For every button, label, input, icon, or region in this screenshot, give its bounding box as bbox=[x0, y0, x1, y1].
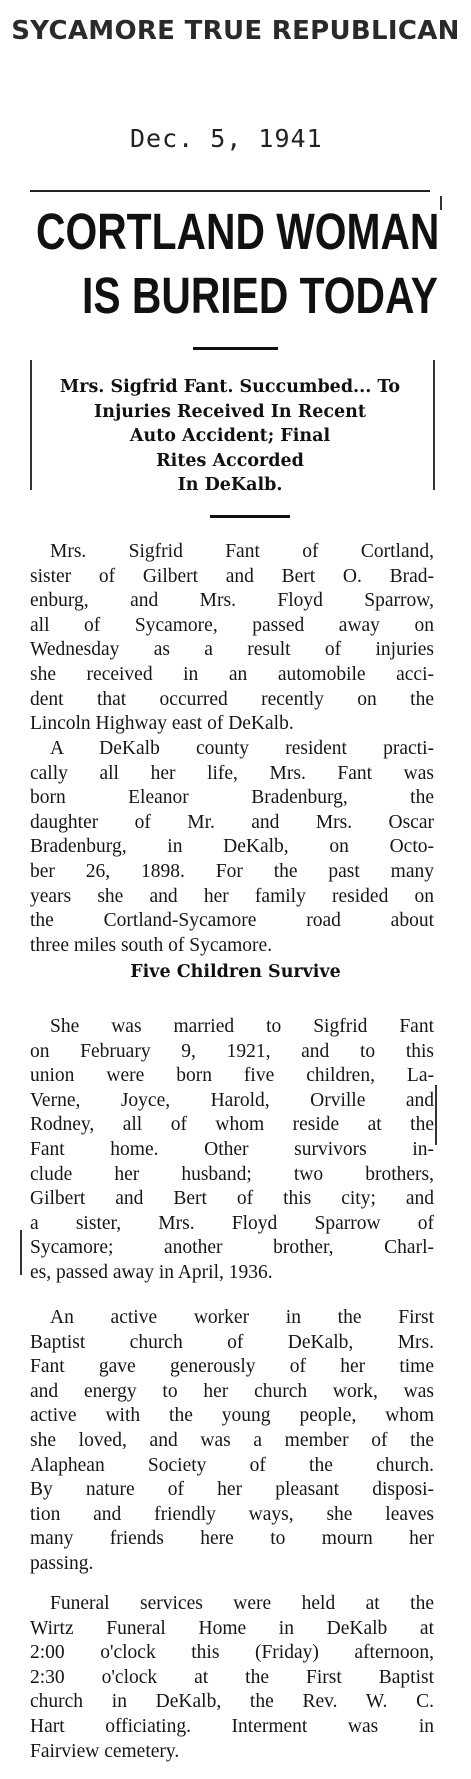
column-edge-mark bbox=[20, 1230, 22, 1275]
text-line: Fairview cemetery. bbox=[30, 1740, 180, 1762]
text-line: Fant gave generously of her time bbox=[30, 1356, 434, 1378]
text-line: cally all her life, Mrs. Fant was bbox=[30, 762, 434, 784]
text-line: a sister, Mrs. Floyd Sparrow of bbox=[30, 1212, 434, 1234]
text-line: She was married to Sigfrid Fant bbox=[50, 1016, 434, 1037]
headline-rule bbox=[193, 347, 278, 350]
text-line: tion and friendly ways, she leaves bbox=[30, 1503, 434, 1525]
text-line: 2:00 o'clock this (Friday) afternoon, bbox=[30, 1642, 434, 1664]
text-line: ber 26, 1898. For the past many bbox=[30, 860, 434, 882]
section-subhead: Five Children Survive bbox=[130, 962, 341, 982]
text-line: clude her husband; two brothers, bbox=[30, 1163, 434, 1185]
text-line: Sycamore; another brother, Charl- bbox=[30, 1237, 434, 1259]
text-line: Funeral services were held at the bbox=[50, 1593, 434, 1614]
text-line: Rodney, all of whom reside at the bbox=[30, 1114, 434, 1136]
headline-line-1: CORTLAND WOMAN bbox=[36, 203, 440, 260]
deck-rule bbox=[210, 515, 290, 518]
text-line: union were born five children, La- bbox=[30, 1065, 434, 1087]
deck-right-bar bbox=[433, 360, 435, 490]
headline-deck bbox=[30, 375, 430, 498]
deck-line: Mrs. Sigfrid Fant. Succumbed... To bbox=[59, 377, 401, 397]
text-line: Lincoln Highway east of DeKalb. bbox=[30, 713, 294, 735]
text-line: Verne, Joyce, Harold, Orville and bbox=[30, 1089, 434, 1111]
text-line: Wirtz Funeral Home in DeKalb at bbox=[30, 1617, 434, 1639]
deck-line: Auto Accident; Final bbox=[129, 426, 331, 446]
text-line: many friends here to mourn her bbox=[30, 1528, 434, 1550]
text-line: she loved, and was a member of the bbox=[30, 1429, 434, 1451]
text-line: all of Sycamore, passed away on bbox=[30, 614, 434, 636]
text-line: A DeKalb county resident practi- bbox=[50, 738, 434, 759]
text-line: born Eleanor Bradenburg, the bbox=[30, 787, 434, 809]
text-line: Hart officiating. Interment was in bbox=[30, 1715, 434, 1737]
text-line: and energy to her church work, was bbox=[30, 1380, 434, 1402]
paragraph-5 bbox=[30, 1592, 434, 1764]
paragraph-2 bbox=[30, 737, 434, 958]
column-edge-mark bbox=[440, 196, 442, 210]
clipping-date: Dec. 5, 1941 bbox=[130, 124, 323, 153]
text-line: Alaphean Society of the church. bbox=[30, 1454, 434, 1476]
paragraph-3 bbox=[30, 1015, 434, 1286]
text-line: daughter of Mr. and Mrs. Oscar bbox=[30, 811, 434, 833]
text-line: Mrs. Sigfrid Fant of Cortland, bbox=[50, 541, 434, 562]
column-edge-mark bbox=[435, 1085, 437, 1145]
text-line: dent that occurred recently on the bbox=[30, 688, 434, 710]
paragraph-1 bbox=[30, 540, 434, 737]
text-line: By nature of her pleasant disposi- bbox=[30, 1479, 434, 1501]
text-line: passing. bbox=[30, 1552, 94, 1574]
deck-line: Rites Accorded bbox=[156, 450, 304, 471]
text-line: An active worker in the First bbox=[50, 1307, 434, 1328]
text-line: Gilbert and Bert of this city; and bbox=[30, 1188, 434, 1210]
text-line: active with the young people, whom bbox=[30, 1405, 434, 1427]
text-line: Fant home. Other survivors in- bbox=[30, 1138, 434, 1160]
deck-line: In DeKalb. bbox=[177, 475, 283, 495]
deck-line: Injuries Received In Recent bbox=[94, 401, 366, 422]
text-line: es, passed away in April, 1936. bbox=[30, 1261, 273, 1283]
text-line: Wednesday as a result of injuries bbox=[30, 639, 434, 661]
text-line: she received in an automobile acci- bbox=[30, 663, 434, 685]
newspaper-name-stamp: SYCAMORE TRUE REPUBLICAN bbox=[11, 16, 460, 46]
headline-line-2: IS BURIED TODAY bbox=[82, 267, 438, 324]
text-line: Baptist church of DeKalb, Mrs. bbox=[30, 1331, 434, 1353]
paragraph-4 bbox=[30, 1306, 434, 1577]
text-line: three miles south of Sycamore. bbox=[30, 934, 273, 956]
text-line: Bradenburg, in DeKalb, on Octo- bbox=[30, 836, 434, 858]
text-line: 2:30 o'clock at the First Baptist bbox=[30, 1666, 434, 1688]
text-line: on February 9, 1921, and to this bbox=[30, 1040, 434, 1062]
text-line: the Cortland-Sycamore road about bbox=[30, 910, 434, 932]
text-line: years she and her family resided on bbox=[30, 885, 434, 907]
text-line: church in DeKalb, the Rev. W. C. bbox=[30, 1691, 434, 1713]
text-line: enburg, and Mrs. Floyd Sparrow, bbox=[30, 590, 434, 612]
text-line: sister of Gilbert and Bert O. Brad- bbox=[30, 565, 434, 587]
top-rule bbox=[30, 190, 430, 192]
